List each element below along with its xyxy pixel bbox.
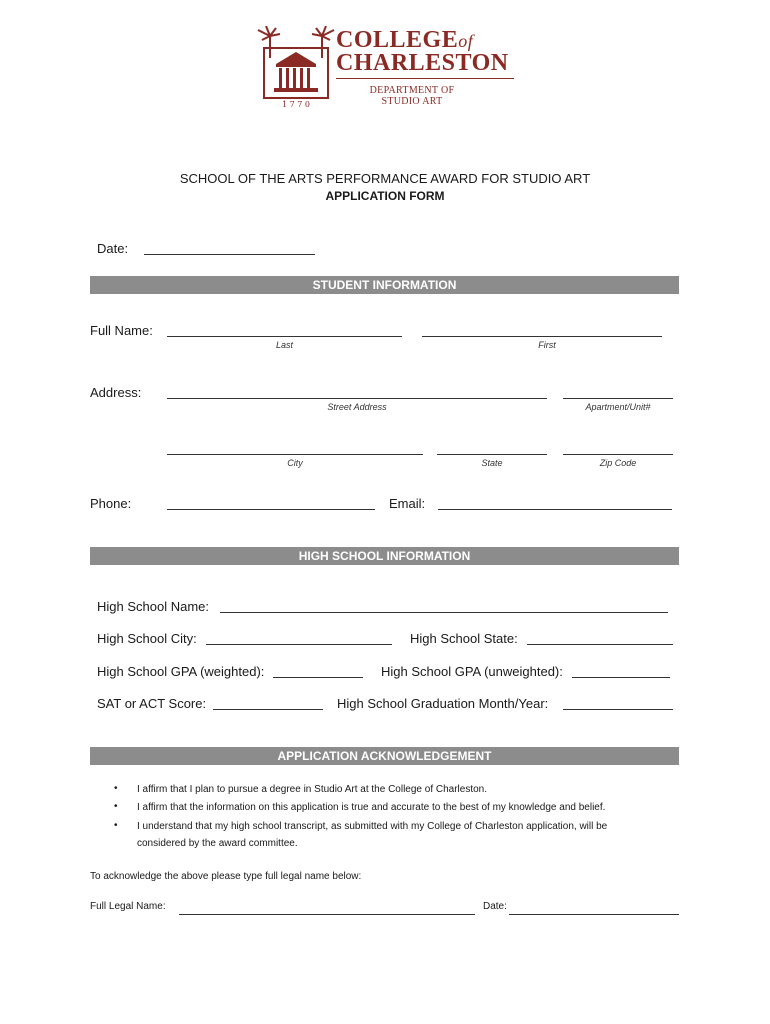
- test-score-label: SAT or ACT Score:: [97, 696, 207, 711]
- apartment-field[interactable]: [563, 398, 673, 399]
- high-school-name-field[interactable]: [220, 612, 668, 613]
- graduation-date-label: High School Graduation Month/Year:: [337, 696, 549, 711]
- city-caption: City: [287, 458, 303, 468]
- signature-date-label: Date:: [483, 901, 507, 912]
- date-field[interactable]: [144, 254, 315, 255]
- last-name-field[interactable]: [167, 336, 402, 337]
- address-label: Address:: [90, 385, 142, 400]
- high-school-state-label: High School State:: [410, 631, 518, 646]
- gpa-weighted-field[interactable]: [273, 677, 363, 678]
- acknowledgement-header: APPLICATION ACKNOWLEDGEMENT: [90, 747, 679, 765]
- email-field[interactable]: [438, 509, 672, 510]
- high-school-city-field[interactable]: [206, 644, 392, 645]
- gpa-weighted-label: High School GPA (weighted):: [97, 664, 265, 679]
- logo-year: 1 7 7 0: [282, 100, 310, 109]
- high-school-info-header: HIGH SCHOOL INFORMATION: [90, 547, 679, 565]
- form-title: SCHOOL OF THE ARTS PERFORMANCE AWARD FOR STUDIO ART: [179, 171, 591, 186]
- first-name-field[interactable]: [422, 336, 662, 337]
- legal-name-label: Full Legal Name:: [90, 901, 166, 912]
- graduation-date-field[interactable]: [563, 709, 673, 710]
- logo-of: of: [458, 31, 474, 51]
- zip-field[interactable]: [563, 454, 673, 455]
- state-caption: State: [481, 458, 503, 468]
- street-address-field[interactable]: [167, 398, 547, 399]
- bullet-2: •: [114, 801, 118, 812]
- first-caption: First: [538, 340, 556, 350]
- logo-college: COLLEGE: [336, 27, 459, 53]
- logo-charleston: CHARLESTON: [336, 50, 509, 76]
- full-name-label: Full Name:: [90, 323, 153, 338]
- gpa-unweighted-label: High School GPA (unweighted):: [381, 664, 563, 679]
- email-label: Email:: [389, 496, 426, 511]
- last-caption: Last: [275, 340, 293, 350]
- bullet-3: •: [114, 820, 118, 831]
- high-school-city-label: High School City:: [97, 631, 197, 646]
- student-info-header: STUDENT INFORMATION: [90, 276, 679, 294]
- date-label: Date:: [97, 241, 129, 256]
- test-score-field[interactable]: [213, 709, 323, 710]
- bullet-1: •: [114, 783, 118, 794]
- acknowledgement-instruction: To acknowledge the above please type full legal name below:: [90, 871, 362, 882]
- high-school-state-field[interactable]: [527, 644, 673, 645]
- phone-label: Phone:: [90, 496, 132, 511]
- acknowledgement-item-3-continuation: considered by the award committee.: [137, 838, 298, 849]
- acknowledgement-item-3: I understand that my high school transcript, as submitted with my College of Charleston application, will be: [137, 821, 608, 832]
- acknowledgement-item-2: I affirm that the information on this application is true and accurate to the best of my knowledge and belief.: [137, 802, 606, 813]
- apartment-caption: Apartment/Unit#: [585, 402, 651, 412]
- signature-date-field[interactable]: [509, 914, 679, 915]
- high-school-name-label: High School Name:: [97, 599, 209, 614]
- street-caption: Street Address: [327, 402, 387, 412]
- phone-field[interactable]: [167, 509, 375, 510]
- gpa-unweighted-field[interactable]: [572, 677, 670, 678]
- college-seal-logo: [256, 26, 336, 110]
- logo-divider: [336, 78, 514, 79]
- state-field[interactable]: [437, 454, 547, 455]
- acknowledgement-item-1: I affirm that I plan to pursue a degree in Studio Art at the College of Charleston.: [137, 784, 488, 795]
- form-subtitle: APPLICATION FORM: [325, 189, 445, 203]
- city-field[interactable]: [167, 454, 423, 455]
- logo-dept-line1: DEPARTMENT OF: [369, 85, 455, 96]
- logo-dept-line2: STUDIO ART: [381, 96, 443, 107]
- zip-caption: Zip Code: [599, 458, 637, 468]
- legal-name-field[interactable]: [179, 914, 475, 915]
